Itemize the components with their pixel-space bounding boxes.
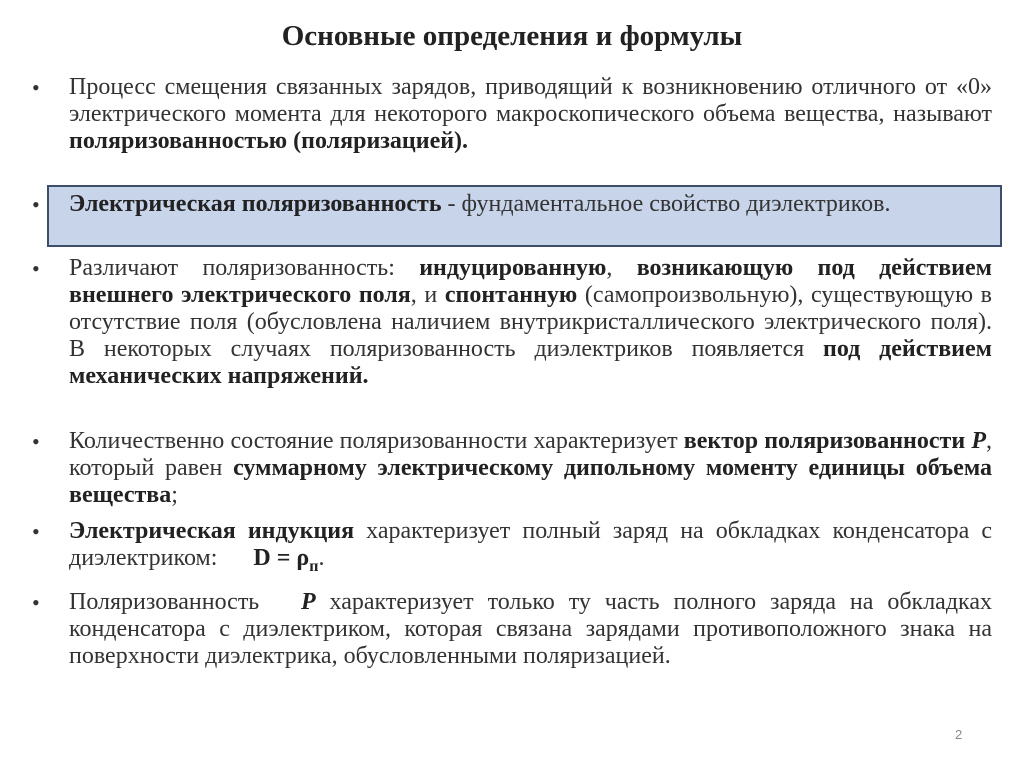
bullet-text [69,518,999,580]
bullet-marker: • [32,429,40,454]
formula-d: D = ρ [253,545,310,571]
text-run: . [318,545,325,571]
text-run: , [606,255,637,281]
page-number: 2 [955,727,963,742]
text-run: (самопроизвольную), существующую в отсутствие поля (обусловлена наличием внутрикристаллического электрического поля). В некоторых случаях поляризованность диэлектриков появляется [69,282,993,362]
term-polarizatsiya: (поляризацией). [293,128,469,154]
term-induced: индуцированную [419,255,607,281]
symbol-p: P [971,428,986,454]
text-run: - фундаментальное свойство диэлектриков. [441,191,891,217]
term-spontaneous: спонтанную [444,282,578,308]
symbol-p: P [300,589,316,615]
bullet-marker: • [32,75,40,100]
term-electric-polarization: Электрическая поляризованность [69,191,442,217]
bullet-text [69,589,992,670]
term-polarizovannost: поляризованностью [69,128,288,154]
text-run: ; [171,482,178,508]
bullet-text [69,428,992,509]
text-run: Количественно состояние поляризованности характеризует [69,428,684,454]
text-run: характеризует только ту часть полного заряда на обкладках конденсатора с диэлектриком, которая связана зарядами противоположного знака на поверхности диэлектрика, обусловленными поляризацией. [69,589,992,669]
bullet-marker: • [32,192,40,217]
formula-subscript: п [309,557,319,575]
text-run: Процесс смещения связанных зарядов, приводящий к возникновению отличного от «0» электрического момента для некоторого макроскопического объема вещества, называют [69,74,992,127]
text-run: Поляризованность [69,589,301,615]
text-run: характеризует полный заряд на обкладках конденсатора с диэлектриком: [69,518,999,571]
term-electric-induction: Электрическая индукция [69,518,355,544]
term-dipole-moment: суммарному электрическому дипольному моменту единицы объема вещества [69,455,993,508]
bullet-marker: • [32,519,40,544]
bullet-marker: • [32,256,40,281]
text-run: Различают поляризованность: [69,255,420,281]
bullet-text [69,74,992,155]
text-run: , который равен [69,428,992,481]
text-run: , и [410,282,445,308]
bullet-text [69,255,992,390]
slide-title: Основные определения и формулы [281,20,743,52]
term-external-field: возникающую под действием внешнего электрического поля [69,255,993,308]
bullet-text [69,191,992,218]
term-mechanical-stress: под действием механических напряжений. [69,336,992,389]
bullet-marker: • [32,590,40,615]
term-polarization-vector: вектор поляризованности [683,428,972,454]
